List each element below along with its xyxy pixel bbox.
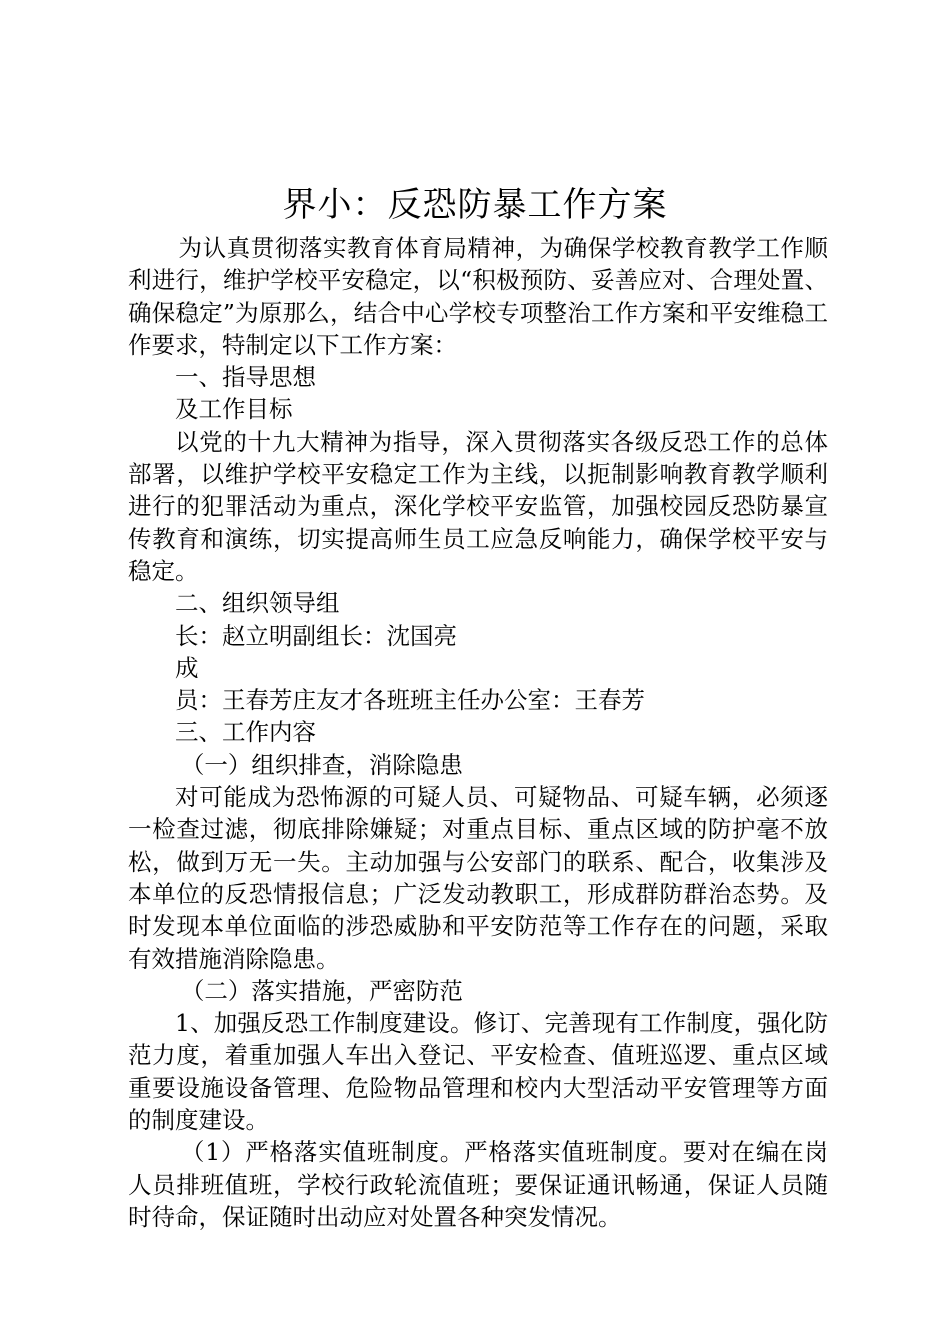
paragraph-duty-system: （1）严格落实值班制度。严格落实值班制度。要对在编在岗人员排班值班，学校行政轮流值班；要保证通讯畅通，保证人员随时待命，保证随时出动应对处置各种突发情况。 [128, 1138, 828, 1231]
paragraph-system-building: 1、加强反恐工作制度建设。修订、完善现有工作制度，强化防范力度，着重加强人车出入登记、平安检查、值班巡逻、重点区域重要设施设备管理、危险物品管理和校内大型活动平安管理等方面的制度建设。 [128, 1009, 828, 1135]
paragraph-investigation: 对可能成为恐怖源的可疑人员、可疑物品、可疑车辆，必须逐一检查过滤，彻底排除嫌疑；对重点目标、重点区域的防护毫不放松，做到万无一失。主动加强与公安部门的联系、配合，收集涉及本单位的反恐情报信息；广泛发动教职工，形成群防群治态势。及时发现本单位面临的涉恐威胁和平安防范等工作存在的问题，采取有效措施消除隐患。 [128, 783, 828, 973]
document-body [128, 232, 828, 1233]
paragraph-members: 员：王春芳庄友才各班班主任办公室：王春芳 [175, 686, 645, 715]
heading-measures: （二）落实措施，严密防范 [180, 976, 463, 1005]
paragraph-intro: 为认真贯彻落实教育体育局精神，为确保学校教育教学工作顺利进行，维护学校平安稳定，以“积极预防、妥善应对、合理处置、确保稳定”为原那么，结合中心学校专项整治工作方案和平安维稳工作要求，特制定以下工作方案： [128, 234, 828, 359]
heading-work-content: 三、工作内容 [175, 718, 316, 747]
heading-investigation: （一）组织排查，消除隐患 [180, 750, 463, 779]
paragraph-group-leaders: 长：赵立明副组长：沈国亮 [175, 621, 457, 650]
heading-work-goals: 及工作目标 [175, 395, 293, 424]
paragraph-guiding-ideology: 以党的十九大精神为指导，深入贯彻落实各级反恐工作的总体部署，以维护学校平安稳定工作为主线，以扼制影响教育教学顺利进行的犯罪活动为重点，深化学校平安监管，加强校园反恐防暴宣传教育和演练，切实提高师生员工应急反响能力，确保学校平安与稳定。 [128, 427, 828, 585]
paragraph-members-label: 成 [175, 653, 199, 682]
document-title: 界小：反恐防暴工作方案 [282, 185, 668, 225]
heading-leadership-group: 二、组织领导组 [175, 589, 340, 618]
heading-guiding-ideology: 一、指导思想 [175, 363, 316, 392]
